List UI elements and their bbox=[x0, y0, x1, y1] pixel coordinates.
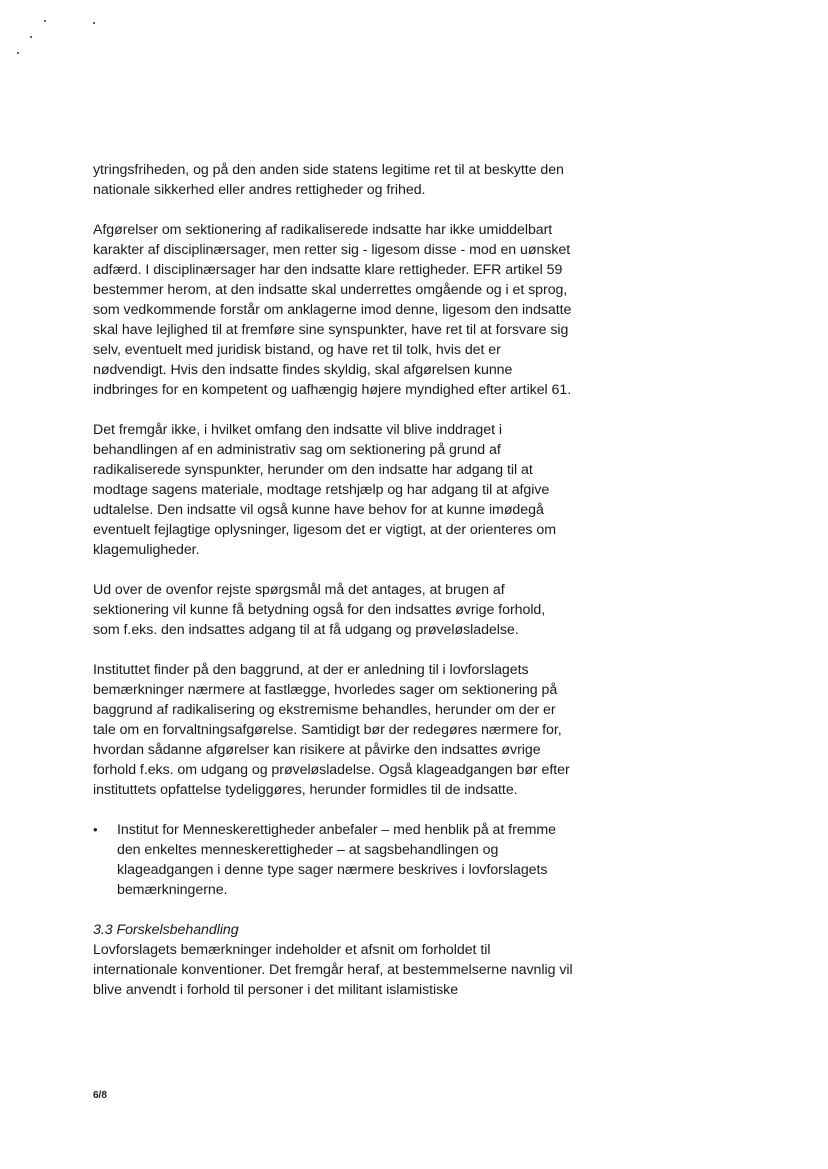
page-number: 6/8 bbox=[93, 1090, 107, 1101]
document-body bbox=[93, 160, 573, 1000]
recommendation-bullet bbox=[93, 820, 573, 900]
scan-speck bbox=[44, 20, 46, 22]
section-heading: 3.3 Forskelsbehandling bbox=[93, 922, 239, 938]
bullet-icon: • bbox=[93, 822, 98, 837]
paragraph: Det fremgår ikke, i hvilket omfang den indsatte vil blive inddraget i behandlingen af en administrativ sag om sektionering på grund af radikaliserede synspunkter, herunder om den indsatte har adgang til at modtage sagens materiale, modtage retshjælp og har adgang til at afgive udtalelse. Den indsatte vil også kunne have behov for at kunne imødegå eventuelt fejlagtige oplysninger, ligesom det er vigtigt, at der orienteres om klagemuligheder. bbox=[93, 422, 556, 558]
bullet-text: Institut for Menneskerettigheder anbefaler – med henblik på at fremme den enkeltes menneskerettigheder – at sagsbehandlingen og klageadgangen i denne type sager nærmere beskrives i lovforslagets bemærkningerne. bbox=[117, 822, 556, 898]
paragraph: Lovforslagets bemærkninger indeholder et afsnit om forholdet til internationale konventioner. Det fremgår heraf, at bestemmelserne navnlig vil blive anvendt i forhold til personer i det militant islamistiske bbox=[93, 942, 573, 998]
paragraph: Instituttet finder på den baggrund, at der er anledning til i lovforslagets bemærkninger nærmere at fastlægge, hvorledes sager om sektionering på baggrund af radikalisering og ekstremisme behandles, herunder om der er tale om en forvaltningsafgørelse. Samtidigt bør der redegøres nærmere for, hvordan sådanne afgørelser kan risikere at påvirke den indsattes øvrige forhold f.eks. om udgang og prøveløsladelse. Også klageadgangen bør efter instituttets opfattelse tydeliggøres, herunder formidles til de indsatte. bbox=[93, 662, 570, 798]
paragraph: ytringsfriheden, og på den anden side statens legitime ret til at beskytte den nationale sikkerhed eller andres rettigheder og frihed. bbox=[93, 162, 564, 198]
paragraph: Afgørelser om sektionering af radikaliserede indsatte har ikke umiddelbart karakter af disciplinærsager, men retter sig - ligesom disse - mod en uønsket adfærd. I disciplinærsager har den indsatte klare rettigheder. EFR artikel 59 bestemmer herom, at den indsatte skal underrettes omgående og i et sprog, som vedkommende forstår om anklagerne imod denne, ligesom den indsatte skal have lejlighed til at fremføre sine synspunkter, have ret til at forsvare sig selv, eventuelt med juridisk bistand, og have ret til tolk, hvis det er nødvendigt. Hvis den indsatte findes skyldig, skal afgørelsen kunne indbringes for en kompetent og uafhængig højere myndighed efter artikel 61. bbox=[93, 222, 572, 398]
scan-speck bbox=[93, 22, 95, 24]
scan-speck bbox=[17, 52, 19, 54]
paragraph: Ud over de ovenfor rejste spørgsmål må det antages, at brugen af sektionering vil kunne få betydning også for den indsattes øvrige forhold, som f.eks. den indsattes adgang til at få udgang og prøveløsladelse. bbox=[93, 582, 546, 638]
scan-speck bbox=[30, 36, 32, 38]
